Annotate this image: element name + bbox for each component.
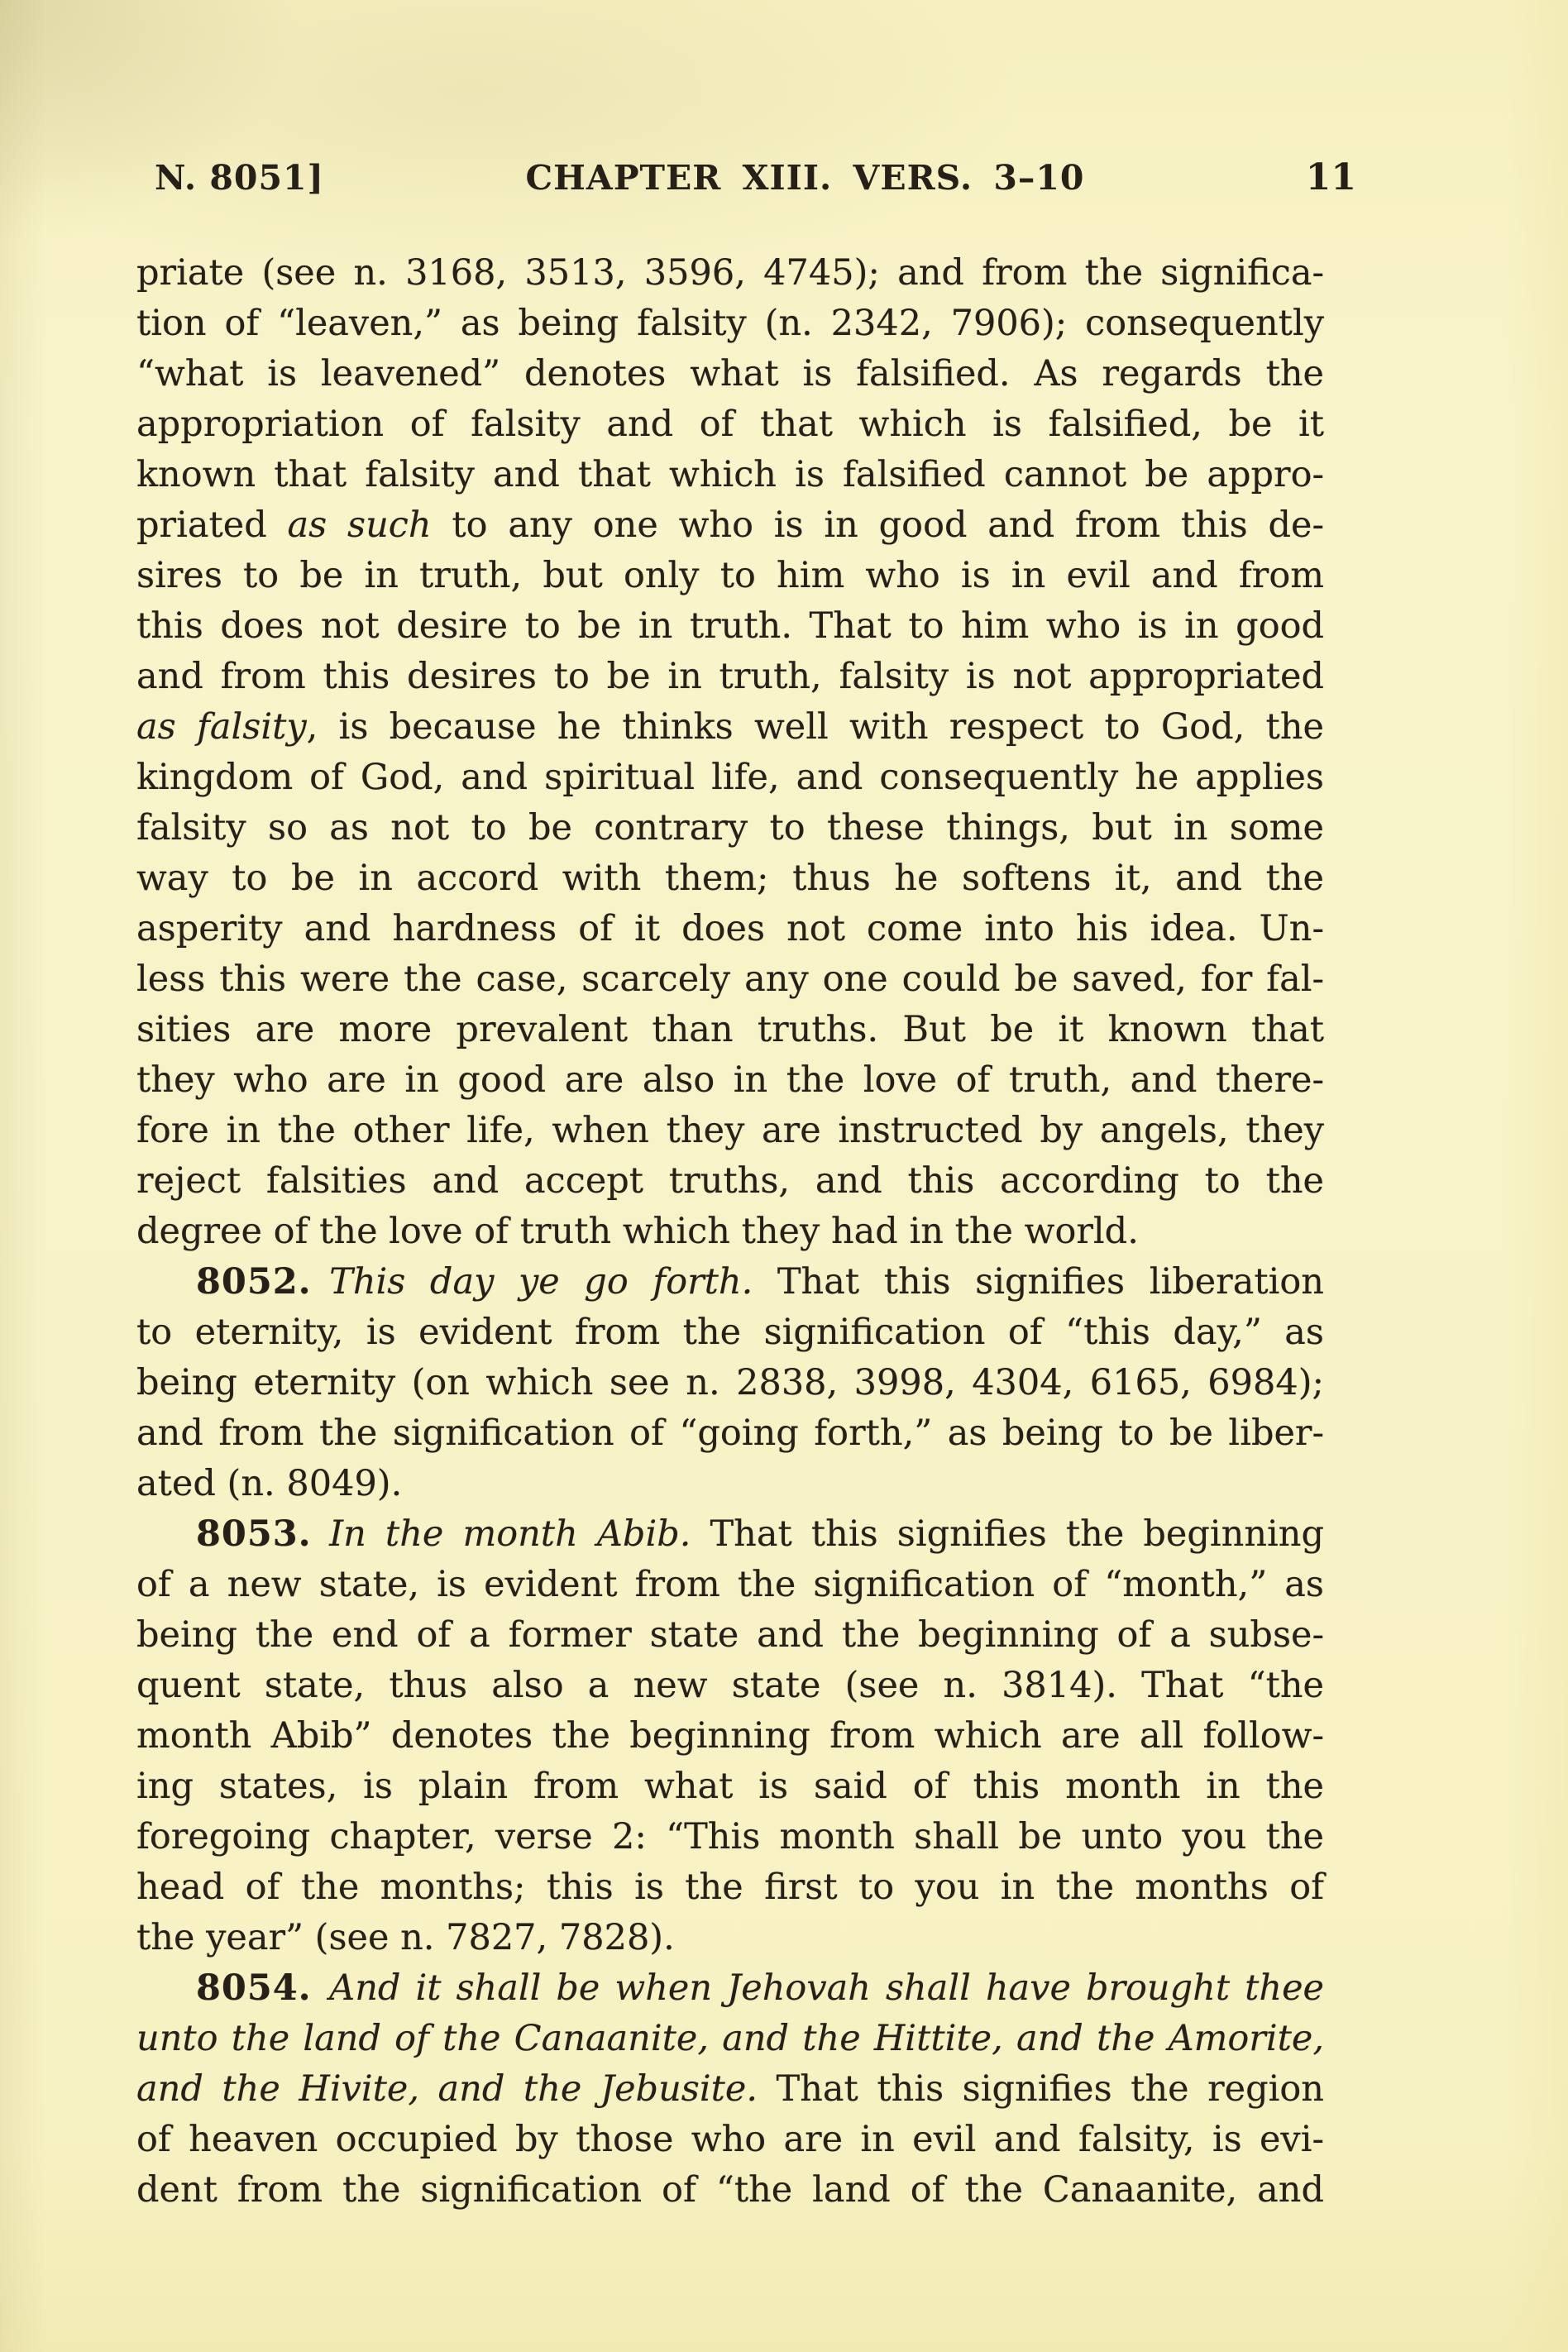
running-head xyxy=(136,156,1356,198)
text-line: falsity so as not to be contrary to these things, but in some xyxy=(136,807,1324,849)
text-line: ing states, is plain from what is said of this month in the xyxy=(136,1766,1324,1807)
text-line: asperity and hardness of it does not come into his idea. Un- xyxy=(136,908,1324,949)
text-line: being eternity (on which see n. 2838, 3998, 4304, 6165, 6984); xyxy=(136,1362,1324,1403)
text-line: reject falsities and accept truths, and this according to the xyxy=(136,1160,1324,1202)
text-line: dent from the signification of “the land of the Canaanite, and xyxy=(136,2169,1324,2211)
text-line: foregoing chapter, verse 2: “This month shall be unto you the xyxy=(136,1816,1324,1857)
text-line: sires to be in truth, but only to him who is in evil and from xyxy=(136,555,1324,596)
text-line: and the Hivite, and the Jebusite. That this signifies the region xyxy=(136,2068,1324,2110)
text-line: unto the land of the Canaanite, and the Hittite, and the Amorite, xyxy=(136,2018,1324,2059)
text-line: priate (see n. 3168, 3513, 3596, 4745); and from the significa- xyxy=(136,252,1324,294)
chapter-title: CHAPTER XIII. VERS. 3–10 xyxy=(525,158,1085,198)
text-line: this does not desire to be in truth. That to him who is in good xyxy=(136,605,1324,647)
text-line: quent state, thus also a new state (see n. 3814). That “the xyxy=(136,1665,1324,1706)
text-line: ated (n. 8049). xyxy=(136,1463,403,1504)
text-line: less this were the case, scarcely any one could be saved, for fal- xyxy=(136,958,1324,1000)
text-line: to eternity, is evident from the signification of “this day,” as xyxy=(136,1312,1324,1353)
text-line: fore in the other life, when they are instructed by angels, they xyxy=(136,1110,1324,1151)
text-line: 8054. And it shall be when Jehovah shall have brought thee xyxy=(196,1967,1324,2009)
text-line: as falsity, is because he thinks well with respect to God, the xyxy=(136,706,1324,748)
text-line: degree of the love of truth which they had in the world. xyxy=(136,1211,1139,1252)
body-text xyxy=(136,248,1324,2216)
text-line: known that falsity and that which is falsified cannot be appro- xyxy=(136,454,1324,495)
text-line: 8052. This day ye go forth. That this signifies liberation xyxy=(196,1261,1324,1303)
text-line: kingdom of God, and spiritual life, and consequently he applies xyxy=(136,757,1324,798)
text-line: month Abib” denotes the beginning from which are all follow- xyxy=(136,1715,1324,1757)
text-line: of a new state, is evident from the signification of “month,” as xyxy=(136,1564,1324,1605)
text-line: tion of “leaven,” as being falsity (n. 2342, 7906); consequently xyxy=(136,303,1324,344)
text-line: and from the signification of “going forth,” as being to be liber- xyxy=(136,1413,1324,1454)
text-line: head of the months; this is the first to you in the months of xyxy=(136,1867,1324,1908)
text-line: 8053. In the month Abib. That this signifies the beginning xyxy=(196,1513,1324,1555)
section-number: N. 8051] xyxy=(155,158,324,198)
text-line: the year” (see n. 7827, 7828). xyxy=(136,1917,675,1958)
text-line: of heaven occupied by those who are in evil and falsity, is evi- xyxy=(136,2119,1324,2160)
text-line: way to be in accord with them; thus he softens it, and the xyxy=(136,858,1324,899)
text-line: priated as such to any one who is in good and from this de- xyxy=(136,504,1324,546)
page-number: 11 xyxy=(1305,156,1356,198)
text-line: and from this desires to be in truth, falsity is not appropriated xyxy=(136,656,1324,697)
text-line: they who are in good are also in the love of truth, and there- xyxy=(136,1059,1324,1101)
text-line: being the end of a former state and the beginning of a subse- xyxy=(136,1614,1324,1656)
text-line: appropriation of falsity and of that which is falsified, be it xyxy=(136,404,1324,445)
text-line: “what is leavened” denotes what is falsified. As regards the xyxy=(136,353,1324,394)
text-line: sities are more prevalent than truths. But be it known that xyxy=(136,1009,1324,1050)
